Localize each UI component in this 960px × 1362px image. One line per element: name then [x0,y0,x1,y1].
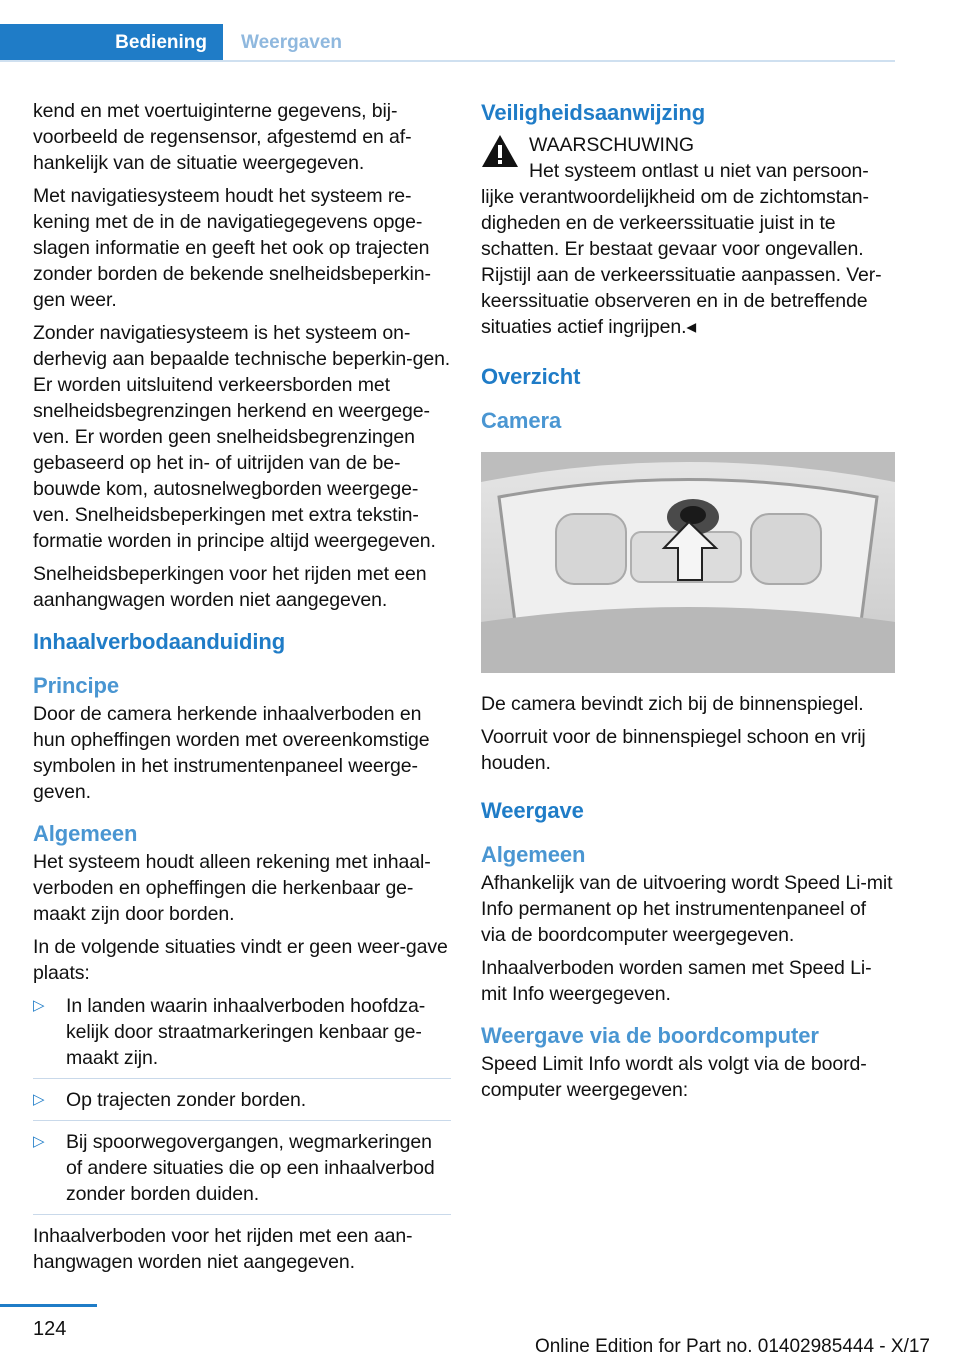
subheading-camera: Camera [481,408,562,433]
section-heading-weergave: Weergave [481,798,584,823]
tab-bediening[interactable]: Bediening [0,24,223,62]
edition-note: Online Edition for Part no. 01402985444 - X/17 [534,1336,930,1357]
paragraph: Zonder navigatiesysteem is het systeem on-derhevig aan bepaalde technische beperkin-gen. Er worden uitsluitend verkeersborden met snelheidsbegrenzingen herkend en weergege-ven. Er worden geen snelheidsbegrenzingen gebaseerd op het in- of uitrijden van de be-bouwde kom, autosnelwegborden weergege-ven. Snelheidsbeperkingen met extra tekstin-formatie worden in principe altijd weergegeven. [33,322,451,552]
paragraph: Afhankelijk van de uitvoering wordt Speed Li-mit Info permanent op het instrumentenpaneel of via de boordcomputer weergegeven. [481,872,893,946]
paragraph: Inhaalverboden voor het rijden met een aan-hangwagen worden niet aangegeven. [33,1225,413,1273]
list-item [33,1129,451,1215]
list-item [33,993,451,1079]
windshield-interior-image [481,452,895,673]
paragraph: Door de camera herkende inhaalverboden en hun opheffingen worden met overeenkomstige symbolen in het instrumentenpaneel weerge-geven. [33,703,430,803]
triangle-bullet-icon: ▷ [33,1091,45,1108]
paragraph: Met navigatiesysteem houdt het systeem re-kening met de in de navigatiegegevens opge-slagen informatie en geeft het ook op trajecten zonder borden de bekende snelheidsbeperkin-gen weer. [33,185,431,311]
list-item-text: Op trajecten zonder borden. [66,1089,307,1111]
paragraph: Speed Limit Info wordt als volgt via de boord-computer weergegeven: [481,1053,867,1101]
paragraph: Het systeem houdt alleen rekening met inhaal-verboden en opheffingen die herkenbaar ge-maakt zijn door borden. [33,851,431,925]
left-column [33,98,451,1282]
paragraph: Voorruit voor de binnenspiegel schoon en vrij houden. [481,726,866,774]
list-item-text: Bij spoorwegovergangen, wegmarkeringen of andere situaties die op een inhaalverbod zonder borden duiden. [66,1131,435,1205]
paragraph: Snelheidsbeperkingen voor het rijden met een aanhangwagen worden niet aangegeven. [33,563,427,611]
section-heading-veiligheid: Veiligheidsaanwijzing [481,100,706,125]
camera-illustration [481,452,895,673]
warning-triangle-icon [481,134,519,168]
page-number: 124 [33,1318,67,1340]
triangle-bullet-icon: ▷ [33,1133,45,1150]
footer-divider [0,1304,97,1307]
paragraph: Inhaalverboden worden samen met Speed Li-mit Info weergegeven. [481,957,872,1005]
warning-body: Het systeem ontlast u niet van persoon-lijke verantwoordelijkheid om de zichtomstan-digheden en de verkeerssituatie juist in te schatten. Er bestaat gevaar voor ongevallen. Rijstijl aan de verkeerssituatie aanpassen. Ver-keerssituatie observeren en in de betreffende situaties actief ingrijpen.◂ [481,160,882,338]
tab-weergaven[interactable]: Weergaven [241,32,343,53]
list-item [33,1087,451,1121]
bullet-list [33,993,451,1215]
list-item-text: In landen waarin inhaalverboden hoofdza-kelijk door straatmarkeringen kenbaar ge-maakt zijn. [66,995,426,1069]
paragraph: In de volgende situaties vindt er geen weer-gave plaats: [33,936,448,984]
subheading-algemeen: Algemeen [481,842,586,867]
paragraph: De camera bevindt zich bij de binnenspiegel. [481,693,864,715]
section-heading-overzicht: Overzicht [481,364,581,389]
warning-block [481,132,895,340]
subheading-algemeen: Algemeen [33,821,138,846]
warning-title: WAARSCHUWING [529,134,694,156]
subheading-weergave-boordcomputer: Weergave via de boordcomputer [481,1023,819,1048]
triangle-bullet-icon: ▷ [33,997,45,1014]
header-divider [0,60,895,62]
paragraph: kend en met voertuiginterne gegevens, bij-voorbeeld de regensensor, afgestemd en af-hankelijk van de situatie weergegeven. [33,100,412,174]
header-tabs [0,24,895,62]
section-heading-inhaalverbod: Inhaalverbodaanduiding [33,629,286,654]
subheading-principe: Principe [33,673,120,698]
right-column [481,98,895,1110]
